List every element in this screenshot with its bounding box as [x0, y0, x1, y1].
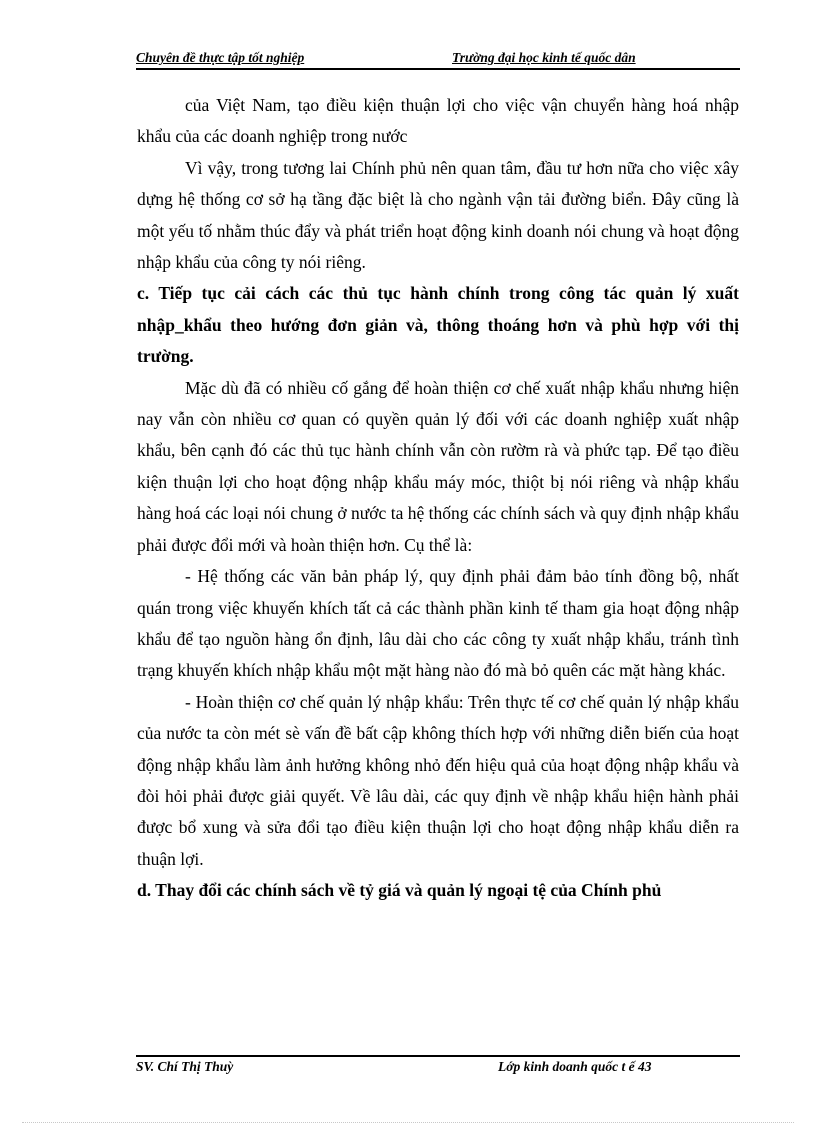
header-rule	[136, 68, 740, 70]
footer-rule	[136, 1055, 740, 1057]
section-heading-c: c. Tiếp tục cải cách các thủ tục hành chính trong công tác quản lý xuất nhập_khẩu theo hướng đơn giản và, thông thoáng hơn và phù hợp với thị trường.	[137, 283, 739, 367]
bullet-legal-documents: - Hệ thống các văn bản pháp lý, quy định phải đảm bảo tính đồng bộ, nhất quán trong việc khuyến khích tất cả các thành phần kinh tế tham gia hoạt động nhập khẩu để tạo nguồn hàng ổn định, lâu dài cho các công ty xuất nhập khẩu, tránh tình trạng khuyến khích nhập khẩu một mặt hàng nào đó mà bỏ quên các mặt hàng khác.	[137, 566, 739, 681]
paragraph-infrastructure: Vì vậy, trong tương lai Chính phủ nên quan tâm, đầu tư hơn nữa cho việc xây dựng hệ thống cơ sở hạ tầng đặc biệt là cho ngành vận tải đường biển. Đây cũng là một yếu tố nhằm thúc đẩy và phát triển hoạt động kinh doanh nói chung và hoạt động nhập khẩu của công ty nói riêng.	[137, 157, 739, 273]
bullet-import-management: - Hoàn thiện cơ chế quản lý nhập khẩu: Trên thực tế cơ chế quản lý nhập khẩu của nước ta còn mét sè vấn đề bất cập không thích hợp với những diễn biến của hoạt động nhập khẩu làm ảnh hưởng không nhỏ đến hiệu quả của hoạt động nhập khẩu và đòi hỏi phải được giải quyết. Về lâu dài, các quy định về nhập khẩu hiện hành phải được bổ xung và sửa đổi tạo điều kiện thuận lợi cho hoạt động nhập khẩu diễn ra thuận lợi.	[137, 691, 739, 869]
section-heading-d: d. Thay đổi các chính sách về tỷ giá và quản lý ngoại tệ của Chính phủ	[137, 880, 662, 901]
page-footer	[136, 1059, 740, 1079]
paragraph-admin-procedures: Mặc dù đã có nhiều cố gắng để hoàn thiện cơ chế xuất nhập khẩu nhưng hiện nay vẫn còn nhiều cơ quan có quyền quản lý đối với các doanh nghiệp xuất nhập khẩu, bên cạnh đó các thủ tục hành chính vẫn còn rườm rà và phức tạp. Để tạo điều kiện thuận lợi cho hoạt động nhập khẩu máy móc, thiột bị nói riêng và nhập khẩu hàng hoá các loại nói chung ở nước ta hệ thống các chính sách và quy định nhập khẩu phải được đổi mới và hoàn thiện hơn. Cụ thể là:	[137, 377, 739, 555]
paragraph-continuation: của Việt Nam, tạo điều kiện thuận lợi cho việc vận chuyển hàng hoá nhập khẩu của các doanh nghiệp trong nước	[137, 95, 739, 147]
page-header	[136, 48, 740, 68]
document-body	[137, 90, 739, 907]
header-right-title: Trường đại học kinh tế quốc dân	[452, 50, 636, 65]
header-left-title: Chuyên đề thực tập tốt nghiệp	[136, 50, 305, 65]
footer-student-name: SV. Chí Thị Thuỳ	[136, 1059, 234, 1074]
footer-class-name: Lớp kinh doanh quốc t ế 43	[498, 1059, 652, 1074]
